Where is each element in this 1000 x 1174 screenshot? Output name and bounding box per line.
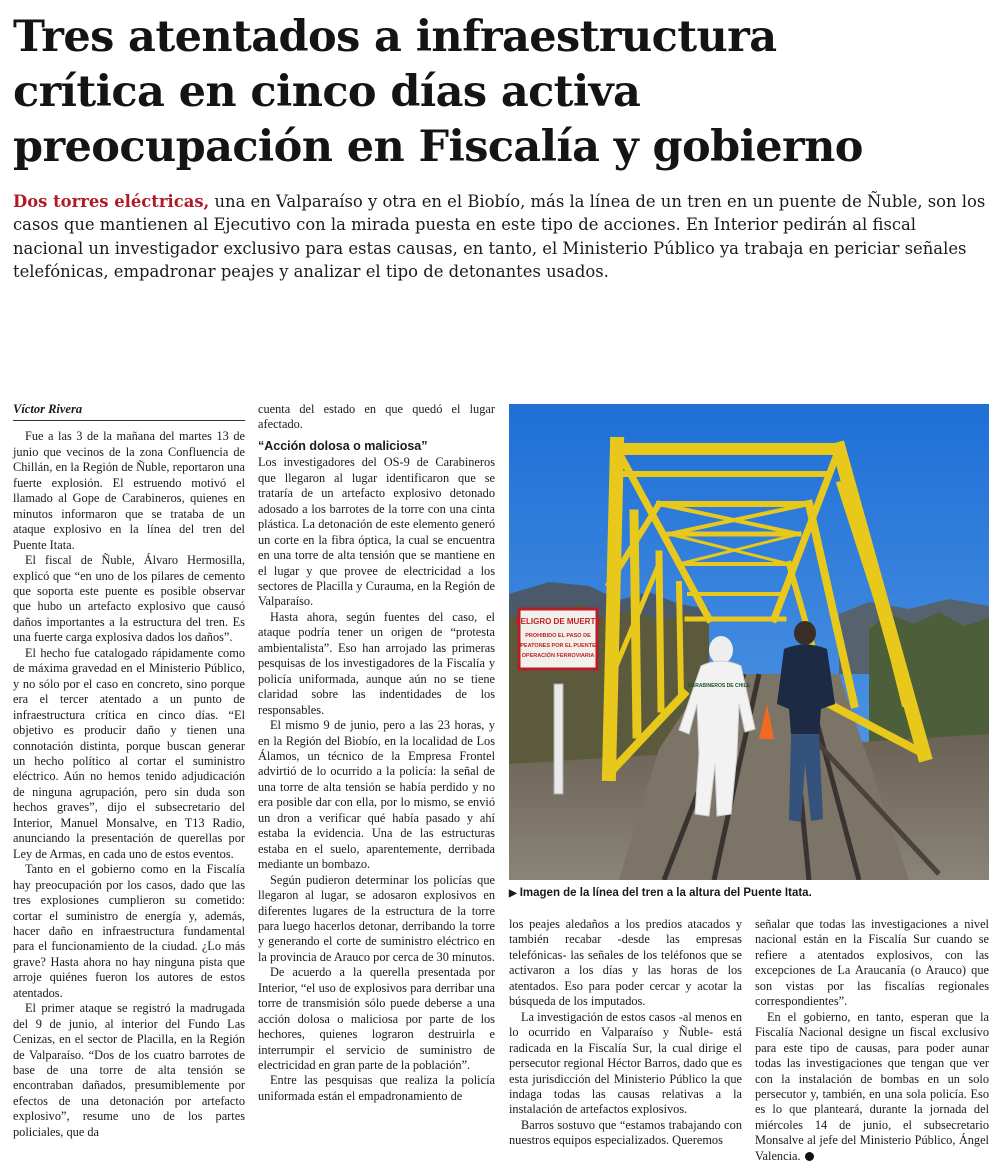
caption-arrow-icon: ▶ xyxy=(509,888,517,899)
paragraph: Entre las pesquisas que realiza la policía uniformada están el empadronamiento de xyxy=(258,1073,495,1103)
lead-paragraph xyxy=(13,190,988,284)
paragraph-final xyxy=(755,1010,989,1165)
paragraph-continued: señalar que todas las investigaciones a nivel nacional están en la Fiscalía Sur cuando se refiere a atentados explosivos, con las excepciones de La Araucanía (o Arauco) que son vistas por las fiscalías regionales correspondientes”. xyxy=(755,917,989,1009)
headline xyxy=(13,10,988,175)
paragraph: El hecho fue catalogado rápidamente como de máxima gravedad en el Ministerio Público, y no sólo por el caso en concreto, sino porque era el tercer atentado a un punto de infraestructura crítica en cinco días. “El objetivo es producir daño y tienen una connotación distinta, porque buscan generar un hecho político al cortar el suministro eléctrico. Aún no hemos tenido adjudicación de ninguna agrupación, pero sin duda son hechos graves”, dijo el subsecretario del Interior, Manuel Monsalve, en T13 Radio, anunciando la presentación de querellas por Ley de Armas, en cada uno de estos eventos. xyxy=(13,645,245,861)
end-mark-icon xyxy=(805,1152,814,1161)
subheading: “Acción dolosa o maliciosa” xyxy=(258,438,428,453)
final-paragraph-text: En el gobierno, en tanto, esperan que la Fiscalía Nacional designe un fiscal exclusivo para este tipo de causas, para poder aunar todas las investigaciones que tengan que ver con la instalación de bombas en un solo persecutor y, también, en una sola policía. Eso es lo que planteará, durante la jornada del miércoles 14 de junio, el subsecretario Monsalve al jefe del Ministerio Público, Ángel Valencia. xyxy=(755,1009,989,1163)
paragraph: El fiscal de Ñuble, Álvaro Hermosilla, explicó que “en uno de los pilares de cemento que soporta este puente es posible observar que hubo un artefacto explosivo que causó daños importantes a la estructura del tren. Es una fuerte carga explosiva dados los daños”. xyxy=(13,553,245,645)
headline-line-2: crítica en cinco días activa xyxy=(13,67,641,117)
sign-line-3: PEATONES POR EL PUENTE xyxy=(520,643,596,649)
paragraph: El mismo 9 de junio, pero a las 23 horas, y en la Región del Biobío, en la localidad de Los Álamos, un técnico de la Empresa Frontel advirtió de lo ocurrido a la policía: la señal de una torre de alta tensión se había perdido y no era posible dar con ella, por lo mismo, se envió un dron a verificar qué había pasado y ahí estaba la evidencia. Una de las estructuras estaba en el suelo, aparentemente, derribada mediante un bombazo. xyxy=(258,718,495,872)
paragraph: Los investigadores del OS-9 de Carabineros que llegaron al lugar identificaron que se trataría de un artefacto explosivo detonado adosado a los barrotes de la torre con una cinta plástica. La detonación de este elemento generó un corte en la fibra óptica, la cual se encuentra en una torre de alta tensión que se mantiene en el lugar y que provee de electricidad a los sectores de Placilla y Curauma, en la Región de Valparaíso. xyxy=(258,455,495,609)
paragraph: La investigación de estos casos -al menos en lo ocurrido en Valparaíso y Ñuble- está radicada en la Fiscalía Sur, la cual dirige el persecutor regional Héctor Barros, dado que es esta jurisdicción del Ministerio Público la que indaga todas las causas relativas a la instalación de artefactos explosivos. xyxy=(509,1009,742,1117)
byline: Víctor Rivera xyxy=(13,402,245,421)
bridge-photo xyxy=(509,404,989,880)
photo-caption xyxy=(509,887,989,899)
article-column-4 xyxy=(755,917,989,1164)
paragraph-continued: los peajes aledaños a los predios atacados y también recabar -desde las empresas telefónicas- las señales de los teléfonos que se activaron a los días y las horas de los atentados. Eso para poder cercar y acotar la búsqueda de los imputados. xyxy=(509,917,742,1009)
paragraph: Hasta ahora, según fuentes del caso, el ataque podría tener un origen de “protesta ambientalista”. Eso han arrojado las primeras pesquisas de los investigadores de la Fiscalía y policía uniformada, aunque aún no se tiene claridad sobre las indentidades de los responsables. xyxy=(258,609,495,717)
paragraph: Barros sostuvo que “estamos trabajando con nuestros equipos especializados. Queremos xyxy=(509,1117,742,1148)
sign-line-2: PROHIBIDO EL PASO DE xyxy=(525,633,591,639)
article-column-1 xyxy=(13,402,245,1140)
paragraph: De acuerdo a la querella presentada por Interior, “el uso de explosivos para derribar una torre de transmisión sólo puede deberse a una acción dolosa o maliciosa por parte de los hechores, quienes lograron destruirla e interrumpir el servicio de suministro de electricidad en gran parte de la población”. xyxy=(258,965,495,1073)
paragraph: El primer ataque se registró la madrugada del 9 de junio, al interior del Fundo Las Cenizas, en el sector de Placilla, en la Región de Valparaíso. “Dos de los cuatro barrotes de base de una torre de alta tensión se encontraban dañados, presumiblemente por efectos de una detonación por artefacto explosivo”, resume uno de los partes policiales, que da xyxy=(13,1001,245,1139)
sign-line-4: OPERACIÓN FERROVIARIA xyxy=(521,653,595,659)
paragraph: Según pudieron determinar los policías que llegaron al lugar, se adosaron explosivos en diferentes lugares de la estructura de la torre para luego hacerlos detonar, derribando la torre y generando el corte de suministro eléctrico en la provincia de Arauco por cerca de 30 minutos. xyxy=(258,872,495,964)
lead-text: una en Valparaíso y otra en el Biobío, más la línea de un tren en un puente de Ñuble, son los casos que mantienen al Ejecutivo con la mirada puesta en este tipo de acciones. En Interior pedirán al fiscal nacional un investigador exclusivo para estas causas, en tanto, el Ministerio Público ya trabaja en periciar señales telefónicas, empadronar peajes y analizar el tipo de detonantes usados. xyxy=(13,192,986,282)
headline-line-1: Tres atentados a infraestructura xyxy=(13,12,777,62)
caption-text: Imagen de la línea del tren a la altura del Puente Itata. xyxy=(519,887,812,899)
vest-text: CARABINEROS DE CHILE xyxy=(688,683,750,689)
article-column-2 xyxy=(258,402,495,1104)
lead-highlight: Dos torres eléctricas, xyxy=(13,192,210,211)
headline-line-3: preocupación en Fiscalía y gobierno xyxy=(13,122,863,172)
bridge-illustration xyxy=(509,404,989,880)
paragraph-continued: cuenta del estado en que quedó el lugar afectado. xyxy=(258,402,495,432)
sign-line-1: PELIGRO DE MUERTE xyxy=(515,617,601,626)
paragraph: Tanto en el gobierno como en la Fiscalía hay preocupación por los casos, dado que las tres explosiones cumplieron su cometido: cortar el suministro de energía y, además, hacer daño en infraestructura fundamental para el funcionamiento de la ciudad. ¿Lo más grave? Hasta ahora no hay ninguna pista que arroje quiénes fueron los autores de estos atentados. xyxy=(13,862,245,1000)
paragraph: Fue a las 3 de la mañana del martes 13 de junio que vecinos de la zona Confluencia de Chillán, en la Región de Ñuble, reportaron una fuerte explosión. El estruendo motivó el llamado al Gope de Carabineros, quienes en minutos informaron que se trataba de un ataque explosivo en la línea del tren del Puente Itata. xyxy=(13,429,245,552)
article-column-3 xyxy=(509,917,742,1149)
